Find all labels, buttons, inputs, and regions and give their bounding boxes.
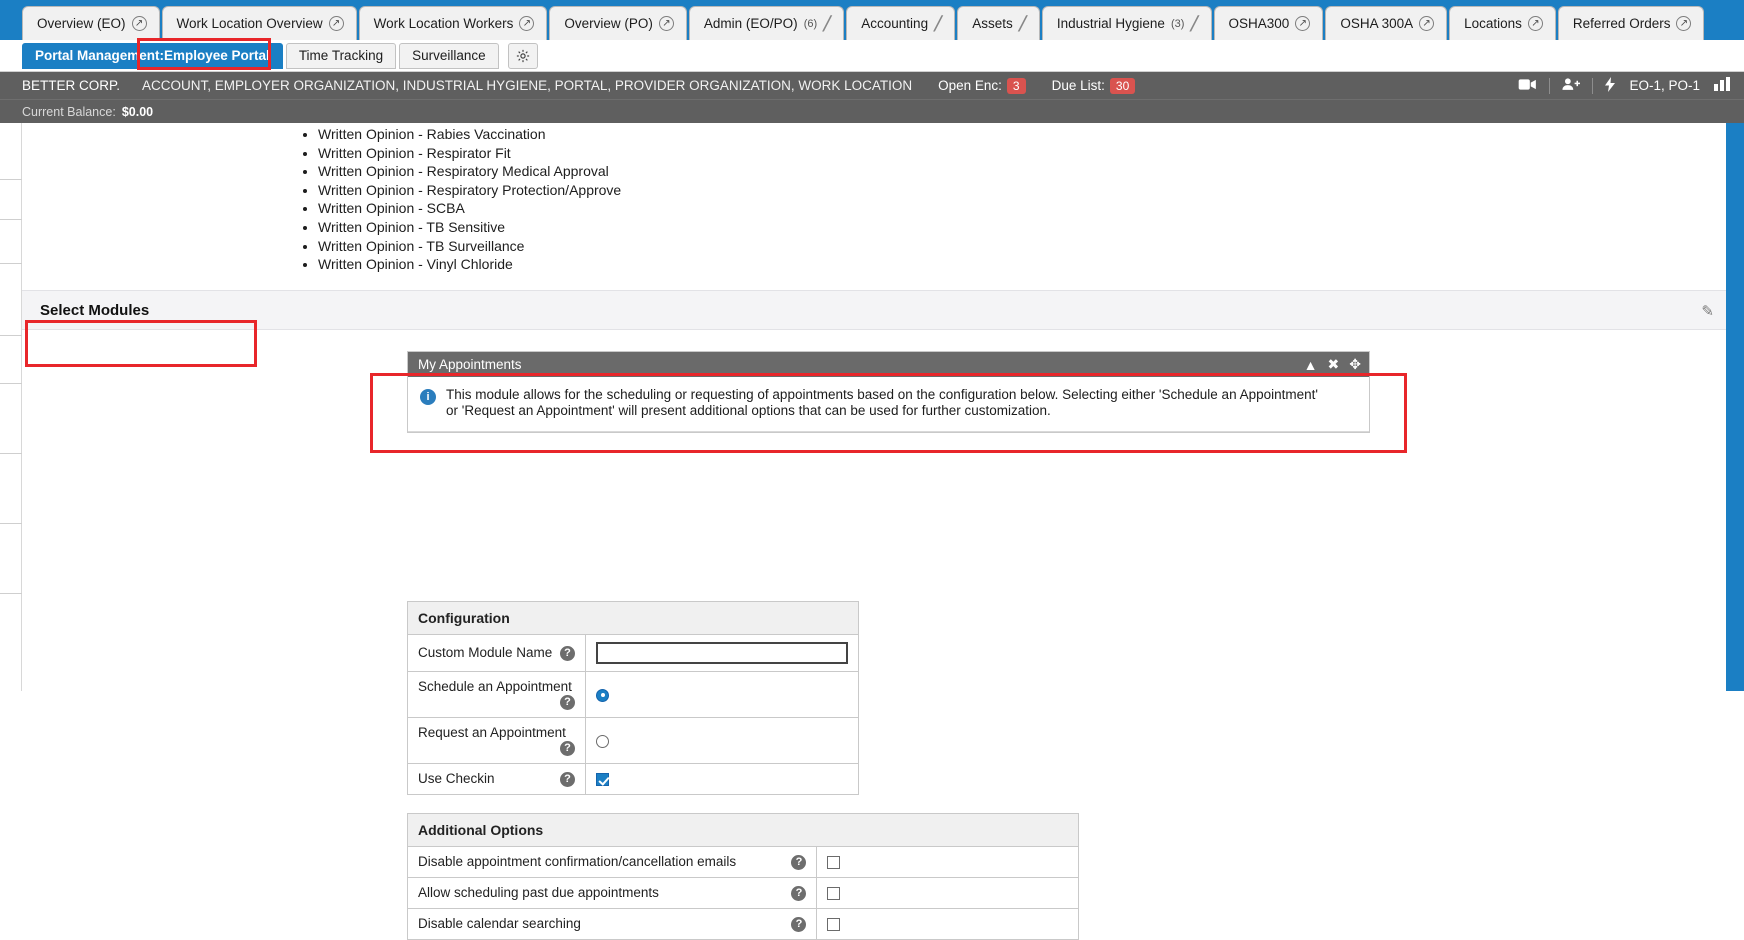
balance-label: Current Balance: (22, 104, 116, 119)
tab-label: Time Tracking (298, 48, 384, 63)
bar-chart-icon[interactable] (1714, 77, 1732, 94)
list-item: • Written Opinion - TB Surveillance (318, 237, 621, 256)
custom-module-name-label (408, 635, 586, 672)
tab-label: Portal Management:Employee Portal (35, 48, 270, 63)
open-enc-label: Open Enc: (938, 77, 1002, 93)
external-link-icon[interactable]: ↗ (1676, 16, 1691, 31)
section-title: Select Modules (40, 301, 150, 319)
divider (1592, 78, 1593, 94)
written-opinion-list (300, 125, 621, 274)
request-appointment-label (408, 718, 586, 764)
my-appointments-module (407, 351, 1370, 433)
browser-tab-label: Assets (972, 16, 1013, 31)
row-label: Disable appointment confirmation/cancellation emails (418, 854, 737, 869)
disable-calendar-searching-label (408, 909, 817, 940)
browser-tab[interactable] (1558, 6, 1705, 40)
list-item: • Written Opinion - Respiratory Medical Approval (318, 162, 621, 181)
context-bar (0, 72, 1744, 99)
browser-tab[interactable] (689, 6, 844, 40)
row-label: Schedule an Appointment (418, 679, 572, 694)
browser-tab-label: OSHA 300A (1340, 16, 1414, 31)
move-icon[interactable]: ✥ (1349, 356, 1361, 372)
schedule-appointment-radio[interactable] (596, 689, 609, 702)
add-user-icon[interactable] (1562, 77, 1580, 94)
browser-tab-count: (3) (1170, 17, 1185, 30)
tab-time-tracking[interactable] (286, 43, 396, 69)
browser-tab-label: Work Location Workers (373, 16, 514, 31)
browser-tab[interactable] (846, 6, 955, 40)
schedule-appointment-label (408, 672, 586, 718)
help-icon[interactable]: ? (560, 646, 575, 661)
list-item: • Written Opinion - TB Sensitive (318, 218, 621, 237)
configuration-header: Configuration (408, 602, 859, 635)
use-checkin-checkbox[interactable] (596, 773, 609, 786)
external-link-icon[interactable]: ↗ (1528, 16, 1543, 31)
browser-tab-label: Admin (EO/PO) (703, 16, 798, 31)
due-list-label: Due List: (1051, 77, 1105, 93)
browser-tab[interactable] (1214, 6, 1324, 40)
module-header (408, 352, 1369, 377)
disable-confirmation-emails-checkbox[interactable] (827, 856, 840, 869)
external-link-icon[interactable]: ↗ (1295, 16, 1310, 31)
active-modules-list: ACCOUNT, EMPLOYER ORGANIZATION, INDUSTRIAL HYGIENE, PORTAL, PROVIDER ORGANIZATION, WORK LOCATION (142, 78, 913, 93)
table-row (408, 672, 859, 718)
left-rail (0, 123, 22, 691)
list-item: • Written Opinion - Vinyl Chloride (318, 255, 621, 274)
list-item: • Written Opinion - Rabies Vaccination (318, 125, 621, 144)
chevron-up-icon[interactable]: ▲ (1303, 356, 1318, 373)
app-tab-bar (0, 40, 1744, 72)
help-icon[interactable]: ? (791, 917, 806, 932)
custom-module-name-input[interactable] (596, 642, 848, 664)
tab-surveillance[interactable] (399, 43, 499, 69)
info-icon: i (420, 389, 436, 405)
divider (1549, 78, 1550, 94)
table-row (408, 764, 859, 795)
configuration-table (407, 601, 859, 795)
external-link-icon[interactable]: ↗ (329, 16, 344, 31)
external-link-icon[interactable]: ↗ (132, 16, 147, 31)
row-label: Disable calendar searching (418, 916, 581, 931)
tab-divider-icon: ╱ (1190, 15, 1199, 31)
tab-portal-management[interactable] (22, 43, 283, 69)
browser-tab[interactable] (549, 6, 687, 40)
page-body (0, 123, 1744, 931)
browser-tab-label: Work Location Overview (176, 16, 323, 31)
tab-label: Surveillance (412, 48, 486, 63)
row-label: Use Checkin (418, 771, 495, 786)
external-link-icon[interactable]: ↗ (659, 16, 674, 31)
disable-calendar-searching-checkbox[interactable] (827, 918, 840, 931)
help-icon[interactable]: ? (560, 741, 575, 756)
video-camera-icon[interactable] (1518, 78, 1537, 94)
table-row (408, 847, 1079, 878)
browser-tab[interactable] (1325, 6, 1447, 40)
row-label: Custom Module Name (418, 645, 553, 660)
lightning-bolt-icon[interactable] (1605, 77, 1615, 95)
help-icon[interactable]: ? (791, 855, 806, 870)
allow-past-due-checkbox[interactable] (827, 887, 840, 900)
list-item: • Written Opinion - Respiratory Protection/Approve (318, 181, 621, 200)
browser-tab-label: OSHA300 (1228, 16, 1290, 31)
configuration-area (407, 601, 1079, 940)
org-label: EO-1, PO-1 (1629, 78, 1700, 93)
tab-divider-icon: ╱ (823, 15, 832, 31)
allow-past-due-label (408, 878, 817, 909)
list-item: • Written Opinion - SCBA (318, 199, 621, 218)
request-appointment-radio[interactable] (596, 735, 609, 748)
close-icon[interactable]: ✖ (1327, 356, 1340, 372)
browser-tab[interactable] (1449, 6, 1556, 40)
use-checkin-label (408, 764, 586, 795)
browser-tab[interactable] (1042, 6, 1212, 40)
tab-divider-icon: ╱ (1018, 15, 1027, 31)
browser-tab-label: Locations (1464, 16, 1522, 31)
browser-tab-label: Accounting (861, 16, 929, 31)
browser-tab-count: (6) (803, 17, 818, 30)
browser-tab[interactable] (162, 6, 357, 40)
balance-bar (0, 99, 1744, 123)
browser-tab[interactable] (22, 6, 160, 40)
open-enc-badge: 3 (1007, 78, 1026, 94)
row-label: Allow scheduling past due appointments (418, 885, 659, 900)
disable-confirmation-emails-label (408, 847, 817, 878)
pencil-icon[interactable]: ✎ (1701, 303, 1714, 320)
browser-tab-label: Industrial Hygiene (1056, 16, 1165, 31)
row-label: Request an Appointment (418, 725, 566, 740)
module-title: My Appointments (418, 357, 522, 372)
table-row (408, 909, 1079, 940)
help-icon[interactable]: ? (791, 886, 806, 901)
open-encounters[interactable] (938, 78, 1025, 94)
table-row (408, 878, 1079, 909)
tab-divider-icon: ╱ (934, 15, 943, 31)
browser-tab-label: Referred Orders (1572, 16, 1671, 31)
browser-tab-strip (0, 0, 1744, 40)
list-item: • Written Opinion - Respirator Fit (318, 144, 621, 163)
right-rail (1726, 123, 1744, 691)
browser-tab-label: Overview (PO) (564, 16, 653, 31)
module-description: This module allows for the scheduling or requesting of appointments based on the configuration below. Selecting either 'Schedule an Appointment' or 'Request an Appointment' will present additional options that can be used for further customization. (446, 387, 1318, 418)
help-icon[interactable]: ? (560, 772, 575, 787)
due-list-badge: 30 (1110, 78, 1135, 94)
corp-name: BETTER CORP. (22, 78, 121, 93)
external-link-icon[interactable]: ↗ (519, 16, 534, 31)
gear-icon[interactable] (508, 43, 538, 69)
due-list[interactable] (1052, 78, 1136, 94)
table-row (408, 718, 859, 764)
browser-tab[interactable] (359, 6, 548, 40)
table-row (408, 635, 859, 672)
external-link-icon[interactable]: ↗ (1419, 16, 1434, 31)
module-description-area (408, 377, 1369, 432)
additional-options-header: Additional Options (408, 814, 1079, 847)
balance-value: $0.00 (121, 104, 154, 119)
browser-tab[interactable] (957, 6, 1040, 40)
select-modules-section (22, 290, 1726, 330)
help-icon[interactable]: ? (560, 695, 575, 710)
additional-options-table (407, 813, 1079, 940)
browser-tab-label: Overview (EO) (37, 16, 126, 31)
